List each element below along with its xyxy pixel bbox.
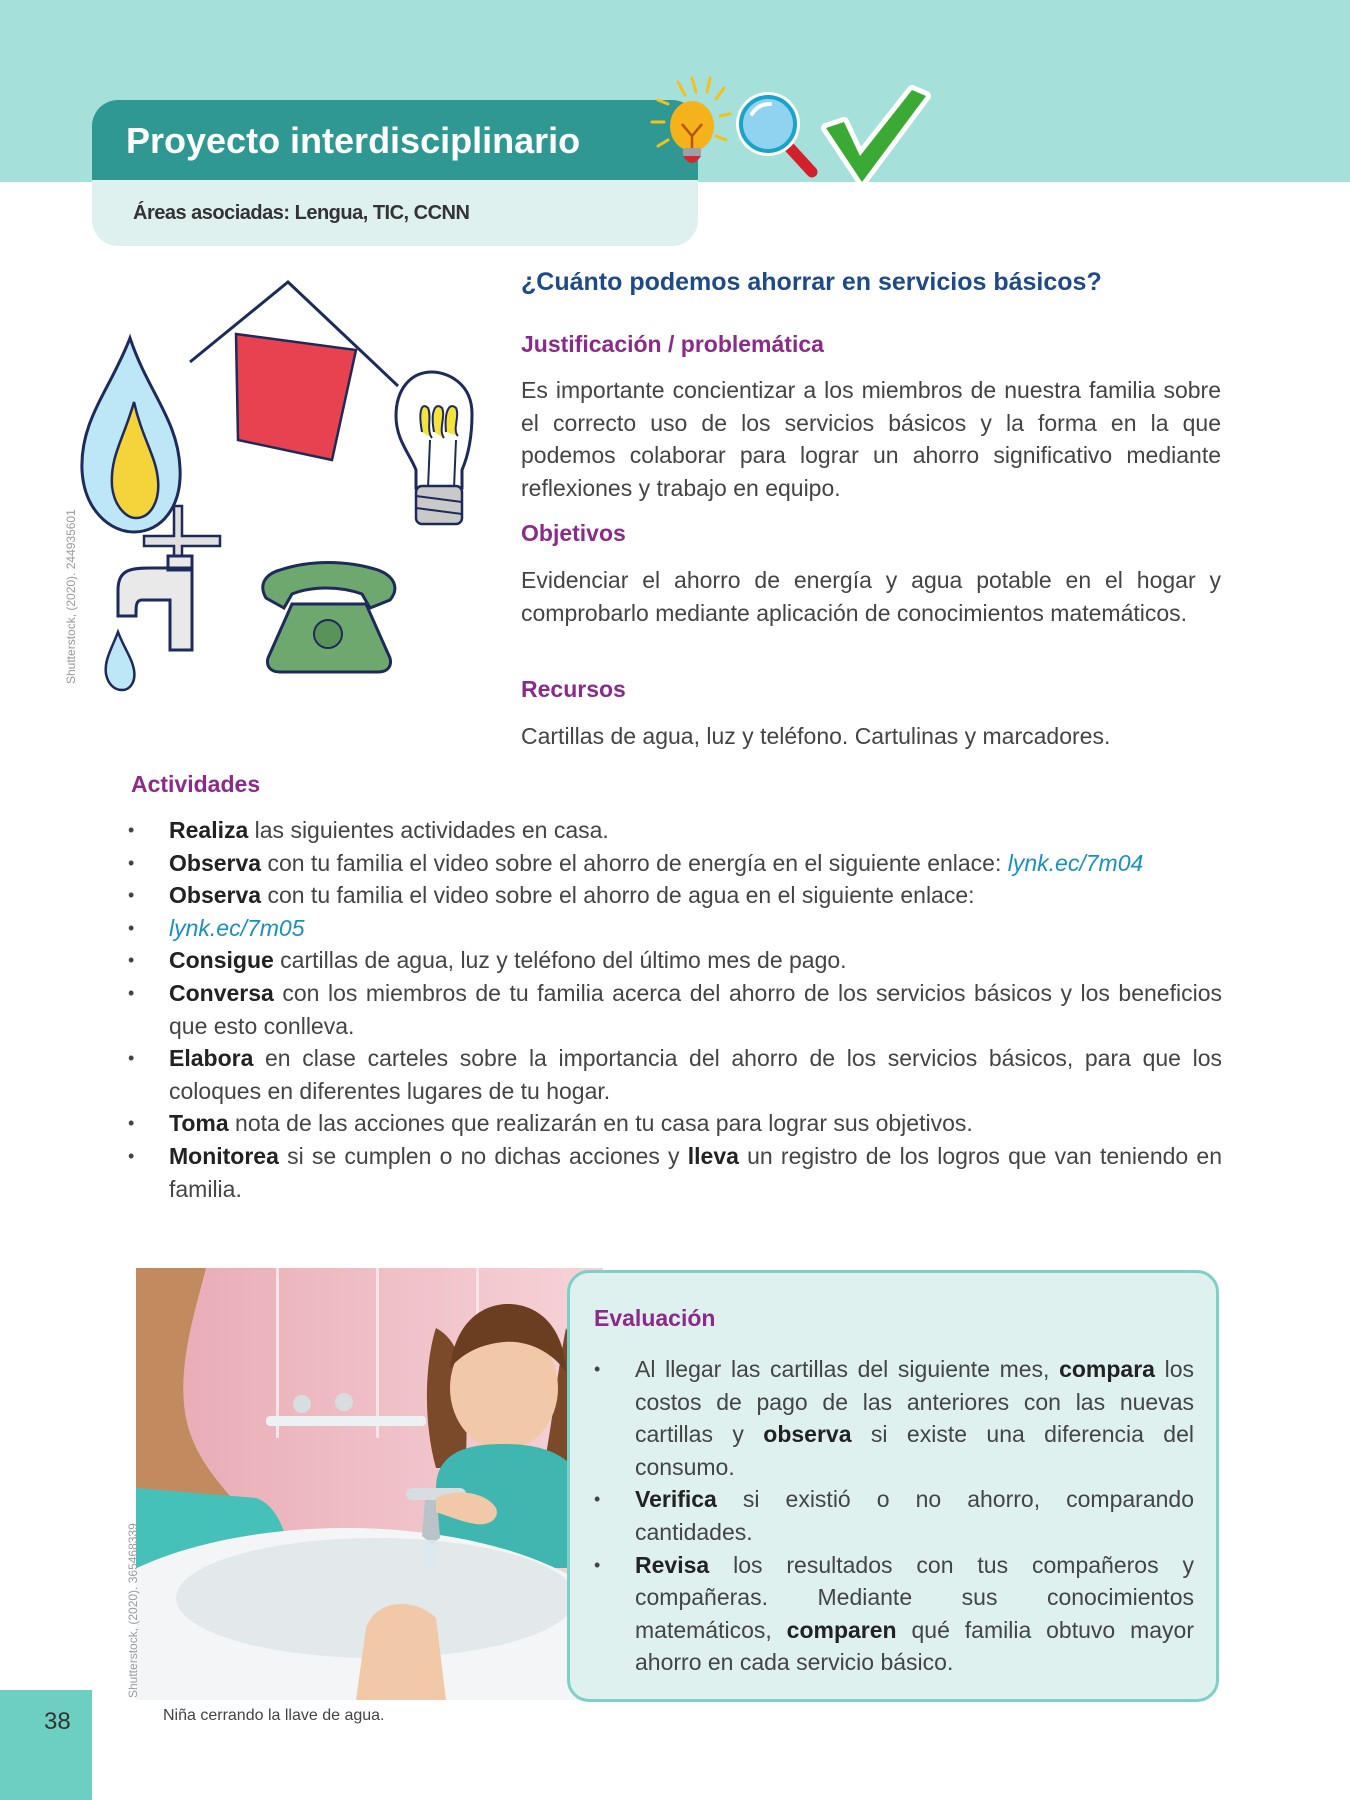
lightbulb-icon bbox=[652, 78, 730, 163]
activity-verb: Realiza bbox=[169, 817, 249, 843]
objectives-text: Evidenciar el ahorro de energía y agua potable en el hogar y comprobarlo mediante aplicación de conocimientos matemáticos. bbox=[521, 567, 1221, 626]
list-item: • Observa con tu familia el video sobre el ahorro de agua en el siguiente enlace: bbox=[128, 879, 1222, 912]
list-item: • Elabora en clase carteles sobre la importancia del ahorro de los servicios básicos, para que los coloques en diferentes lugares de tu hogar. bbox=[128, 1042, 1222, 1107]
evaluation-list bbox=[594, 1353, 1194, 1679]
energy-video-link[interactable]: lynk.ec/7m04 bbox=[1007, 849, 1144, 876]
list-item: • Conversa con los miembros de tu familia acerca del ahorro de los servicios básicos y los beneficios que esto conlleva. bbox=[128, 977, 1222, 1042]
associated-areas: Áreas asociadas: Lengua, TIC, CCNN bbox=[133, 202, 470, 224]
list-item: • Verifica si existió o no ahorro, comparando cantidades. bbox=[594, 1483, 1194, 1548]
justification-text: Es importante concientizar a los miembros de nuestra familia sobre el correcto uso de los servicios básicos y la forma en la que podemos colaborar para lograr un ahorro significativo mediante reflexiones y trabajo en equipo. bbox=[521, 377, 1221, 501]
list-item: • Consigue cartillas de agua, luz y teléfono del último mes de pago. bbox=[128, 944, 1222, 977]
house-icon bbox=[190, 282, 398, 460]
list-item bbox=[128, 912, 1222, 945]
activities-heading: Actividades bbox=[131, 771, 261, 797]
photo-girl-closing-tap bbox=[136, 1268, 603, 1700]
activity-verb: Monitorea bbox=[169, 1142, 279, 1169]
justification-heading: Justificación / problemática bbox=[521, 331, 824, 357]
list-item: • Realiza las siguientes actividades en casa. bbox=[128, 814, 1222, 847]
main-question: ¿Cuánto podemos ahorrar en servicios básicos? bbox=[521, 268, 1102, 296]
list-item: • Observa con tu familia el video sobre el ahorro de energía en el siguiente enlace: lynk.ec/7m04 bbox=[128, 847, 1222, 880]
faucet-icon bbox=[106, 506, 220, 690]
list-item: • Al llegar las cartillas del siguiente mes, compara los costos de pago de las anteriores con las nuevas cartillas y observa si existe una diferencia del consumo. bbox=[594, 1353, 1194, 1483]
resources-text: Cartillas de agua, luz y teléfono. Cartulinas y marcadores. bbox=[521, 723, 1111, 749]
checkmark-icon bbox=[826, 90, 926, 182]
activity-verb: Observa bbox=[169, 882, 262, 909]
page-title: Proyecto interdisciplinario bbox=[126, 120, 581, 161]
activity-verb: Toma bbox=[169, 1110, 229, 1137]
list-item: • Monitorea si se cumplen o no dichas acciones y lleva un registro de los logros que van teniendo en familia. bbox=[128, 1140, 1222, 1205]
list-item: • Toma nota de las acciones que realizarán en tu casa para lograr sus objetivos. bbox=[128, 1107, 1222, 1140]
activity-verb: Observa bbox=[169, 849, 262, 876]
activity-verb: Consigue bbox=[169, 947, 274, 974]
magnifier-icon bbox=[736, 92, 812, 172]
evaluation-box bbox=[567, 1270, 1219, 1702]
resources-heading: Recursos bbox=[521, 676, 626, 702]
header-icons bbox=[612, 70, 962, 210]
utilities-illustration bbox=[70, 270, 510, 700]
telephone-icon bbox=[263, 563, 395, 673]
lightbulb-icon bbox=[396, 372, 472, 524]
page-tab bbox=[0, 1690, 92, 1800]
water-video-link[interactable]: lynk.ec/7m05 bbox=[169, 914, 305, 941]
evaluation-heading: Evaluación bbox=[594, 1305, 716, 1331]
activity-verb: Elabora bbox=[169, 1045, 254, 1072]
gas-flame-icon bbox=[82, 338, 180, 532]
illustration-credit: Shutterstock, (2020). 244935601 bbox=[64, 509, 78, 684]
photo-credit: Shutterstock, (2020). 365468339 bbox=[126, 1523, 140, 1698]
list-item: • Revisa los resultados con tus compañeros y compañeras. Mediante sus conocimientos matemáticos, comparen qué familia obtuvo mayor ahorro en cada servicio básico. bbox=[594, 1549, 1194, 1679]
activity-verb: Conversa bbox=[169, 979, 274, 1006]
activities-list bbox=[128, 814, 1222, 1205]
photo-caption: Niña cerrando la llave de agua. bbox=[163, 1707, 385, 1724]
objectives-heading: Objetivos bbox=[521, 520, 626, 546]
page-number: 38 bbox=[44, 1708, 71, 1735]
